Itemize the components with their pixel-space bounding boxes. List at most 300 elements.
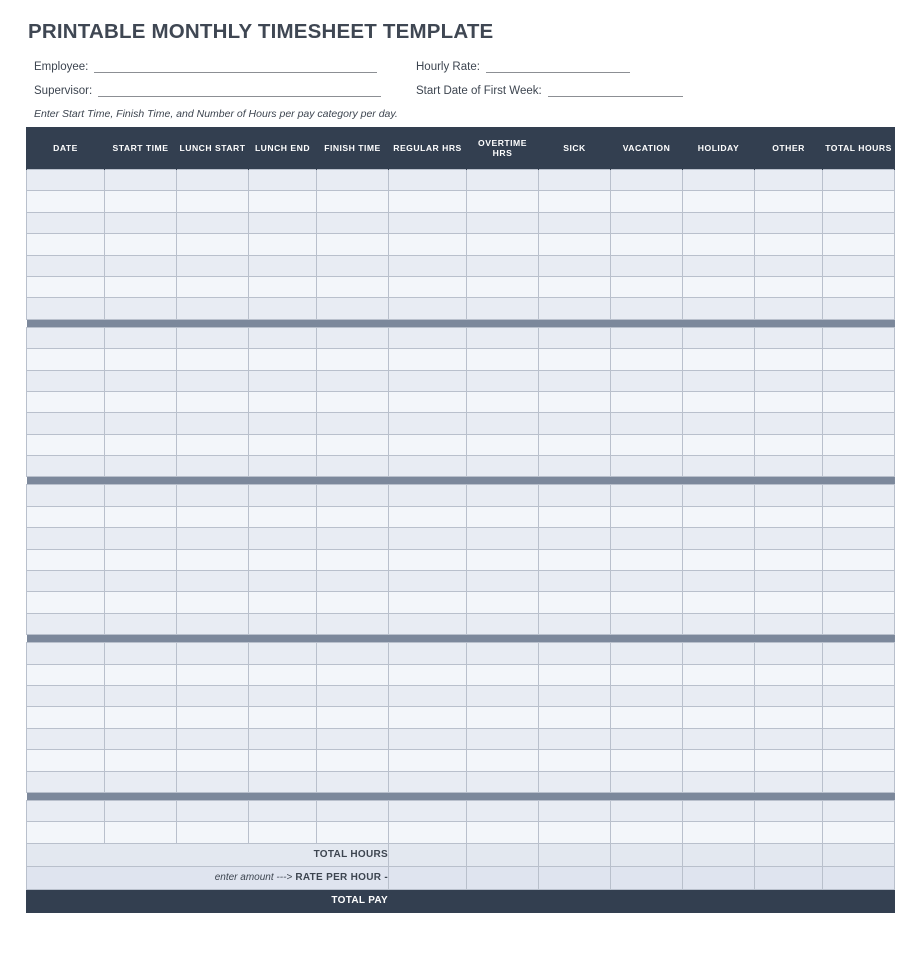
entry-cell[interactable] — [755, 571, 823, 592]
entry-cell[interactable] — [539, 413, 611, 434]
entry-cell[interactable] — [755, 549, 823, 570]
rate-holiday-cell[interactable] — [683, 866, 755, 889]
entry-cell[interactable] — [823, 728, 895, 749]
entry-cell[interactable] — [177, 349, 249, 370]
entry-cell[interactable] — [27, 456, 105, 477]
entry-cell[interactable] — [177, 643, 249, 664]
entry-cell[interactable] — [105, 327, 177, 348]
entry-cell[interactable] — [539, 212, 611, 233]
entry-cell[interactable] — [467, 771, 539, 792]
entry-cell[interactable] — [317, 771, 389, 792]
entry-cell[interactable] — [755, 506, 823, 527]
total-hours-total-cell[interactable] — [823, 843, 895, 866]
entry-cell[interactable] — [683, 571, 755, 592]
entry-cell[interactable] — [539, 506, 611, 527]
entry-cell[interactable] — [249, 327, 317, 348]
entry-cell[interactable] — [611, 391, 683, 412]
entry-cell[interactable] — [683, 234, 755, 255]
entry-cell[interactable] — [249, 506, 317, 527]
entry-cell[interactable] — [467, 750, 539, 771]
entry-cell[interactable] — [683, 391, 755, 412]
entry-cell[interactable] — [823, 685, 895, 706]
entry-cell[interactable] — [27, 728, 105, 749]
entry-cell[interactable] — [823, 255, 895, 276]
total-pay-vacation-cell[interactable] — [611, 889, 683, 912]
entry-cell[interactable] — [683, 643, 755, 664]
entry-cell[interactable] — [27, 234, 105, 255]
entry-cell[interactable] — [683, 685, 755, 706]
entry-cell[interactable] — [389, 191, 467, 212]
entry-cell[interactable] — [317, 506, 389, 527]
entry-cell[interactable] — [823, 391, 895, 412]
entry-cell[interactable] — [683, 613, 755, 634]
start-date-input[interactable] — [548, 84, 683, 97]
entry-cell[interactable] — [539, 298, 611, 319]
entry-cell[interactable] — [755, 750, 823, 771]
entry-cell[interactable] — [249, 391, 317, 412]
entry-cell[interactable] — [823, 349, 895, 370]
entry-cell[interactable] — [539, 255, 611, 276]
entry-cell[interactable] — [389, 750, 467, 771]
entry-cell[interactable] — [105, 506, 177, 527]
entry-cell[interactable] — [105, 771, 177, 792]
entry-cell[interactable] — [317, 571, 389, 592]
entry-cell[interactable] — [177, 298, 249, 319]
entry-cell[interactable] — [105, 391, 177, 412]
entry-cell[interactable] — [823, 212, 895, 233]
entry-cell[interactable] — [467, 728, 539, 749]
entry-cell[interactable] — [27, 750, 105, 771]
entry-cell[interactable] — [249, 528, 317, 549]
entry-cell[interactable] — [27, 506, 105, 527]
entry-cell[interactable] — [539, 349, 611, 370]
entry-cell[interactable] — [611, 707, 683, 728]
entry-cell[interactable] — [611, 592, 683, 613]
entry-cell[interactable] — [249, 800, 317, 821]
entry-cell[interactable] — [755, 664, 823, 685]
entry-cell[interactable] — [611, 234, 683, 255]
entry-cell[interactable] — [683, 255, 755, 276]
entry-cell[interactable] — [105, 800, 177, 821]
entry-cell[interactable] — [683, 276, 755, 297]
total-pay-overtime-cell[interactable] — [467, 889, 539, 912]
entry-cell[interactable] — [317, 528, 389, 549]
entry-cell[interactable] — [27, 170, 105, 191]
entry-cell[interactable] — [27, 349, 105, 370]
entry-cell[interactable] — [823, 370, 895, 391]
entry-cell[interactable] — [467, 391, 539, 412]
entry-cell[interactable] — [539, 549, 611, 570]
total-pay-holiday-cell[interactable] — [683, 889, 755, 912]
entry-cell[interactable] — [249, 664, 317, 685]
entry-cell[interactable] — [389, 212, 467, 233]
entry-cell[interactable] — [317, 327, 389, 348]
entry-cell[interactable] — [539, 528, 611, 549]
entry-cell[interactable] — [177, 506, 249, 527]
entry-cell[interactable] — [389, 613, 467, 634]
entry-cell[interactable] — [539, 571, 611, 592]
entry-cell[interactable] — [105, 298, 177, 319]
entry-cell[interactable] — [105, 212, 177, 233]
entry-cell[interactable] — [27, 212, 105, 233]
entry-cell[interactable] — [683, 298, 755, 319]
entry-cell[interactable] — [177, 234, 249, 255]
entry-cell[interactable] — [755, 822, 823, 843]
entry-cell[interactable] — [389, 234, 467, 255]
entry-cell[interactable] — [823, 822, 895, 843]
entry-cell[interactable] — [27, 434, 105, 455]
supervisor-input[interactable] — [98, 84, 381, 97]
entry-cell[interactable] — [467, 822, 539, 843]
entry-cell[interactable] — [683, 327, 755, 348]
entry-cell[interactable] — [177, 276, 249, 297]
entry-cell[interactable] — [539, 485, 611, 506]
entry-cell[interactable] — [105, 413, 177, 434]
entry-cell[interactable] — [823, 327, 895, 348]
entry-cell[interactable] — [249, 613, 317, 634]
entry-cell[interactable] — [389, 434, 467, 455]
entry-cell[interactable] — [539, 327, 611, 348]
entry-cell[interactable] — [177, 434, 249, 455]
entry-cell[interactable] — [389, 643, 467, 664]
entry-cell[interactable] — [389, 327, 467, 348]
entry-cell[interactable] — [389, 822, 467, 843]
entry-cell[interactable] — [467, 613, 539, 634]
entry-cell[interactable] — [467, 434, 539, 455]
entry-cell[interactable] — [683, 750, 755, 771]
entry-cell[interactable] — [389, 800, 467, 821]
entry-cell[interactable] — [539, 370, 611, 391]
entry-cell[interactable] — [467, 485, 539, 506]
entry-cell[interactable] — [317, 413, 389, 434]
rate-overtime-cell[interactable] — [467, 866, 539, 889]
total-hours-other-cell[interactable] — [755, 843, 823, 866]
entry-cell[interactable] — [611, 456, 683, 477]
entry-cell[interactable] — [611, 771, 683, 792]
entry-cell[interactable] — [249, 191, 317, 212]
entry-cell[interactable] — [755, 413, 823, 434]
entry-cell[interactable] — [755, 800, 823, 821]
entry-cell[interactable] — [683, 191, 755, 212]
entry-cell[interactable] — [317, 276, 389, 297]
entry-cell[interactable] — [755, 349, 823, 370]
entry-cell[interactable] — [27, 707, 105, 728]
entry-cell[interactable] — [27, 592, 105, 613]
entry-cell[interactable] — [467, 643, 539, 664]
entry-cell[interactable] — [249, 434, 317, 455]
entry-cell[interactable] — [823, 549, 895, 570]
entry-cell[interactable] — [755, 327, 823, 348]
entry-cell[interactable] — [27, 191, 105, 212]
total-pay-regular-cell[interactable] — [389, 889, 467, 912]
entry-cell[interactable] — [317, 728, 389, 749]
entry-cell[interactable] — [249, 549, 317, 570]
entry-cell[interactable] — [467, 191, 539, 212]
total-pay-total-cell[interactable] — [823, 889, 895, 912]
entry-cell[interactable] — [755, 707, 823, 728]
entry-cell[interactable] — [317, 685, 389, 706]
entry-cell[interactable] — [467, 234, 539, 255]
rate-vacation-cell[interactable] — [611, 866, 683, 889]
entry-cell[interactable] — [177, 456, 249, 477]
entry-cell[interactable] — [27, 685, 105, 706]
entry-cell[interactable] — [755, 528, 823, 549]
entry-cell[interactable] — [177, 613, 249, 634]
entry-cell[interactable] — [539, 434, 611, 455]
entry-cell[interactable] — [317, 255, 389, 276]
entry-cell[interactable] — [611, 685, 683, 706]
entry-cell[interactable] — [249, 349, 317, 370]
entry-cell[interactable] — [467, 170, 539, 191]
entry-cell[interactable] — [611, 750, 683, 771]
entry-cell[interactable] — [611, 549, 683, 570]
entry-cell[interactable] — [177, 800, 249, 821]
entry-cell[interactable] — [755, 234, 823, 255]
entry-cell[interactable] — [27, 822, 105, 843]
entry-cell[interactable] — [467, 528, 539, 549]
entry-cell[interactable] — [467, 664, 539, 685]
entry-cell[interactable] — [249, 370, 317, 391]
entry-cell[interactable] — [177, 255, 249, 276]
entry-cell[interactable] — [611, 327, 683, 348]
entry-cell[interactable] — [539, 771, 611, 792]
entry-cell[interactable] — [467, 298, 539, 319]
entry-cell[interactable] — [823, 643, 895, 664]
entry-cell[interactable] — [539, 664, 611, 685]
entry-cell[interactable] — [755, 685, 823, 706]
entry-cell[interactable] — [467, 255, 539, 276]
entry-cell[interactable] — [755, 434, 823, 455]
entry-cell[interactable] — [539, 750, 611, 771]
entry-cell[interactable] — [317, 456, 389, 477]
entry-cell[interactable] — [389, 685, 467, 706]
entry-cell[interactable] — [105, 685, 177, 706]
entry-cell[interactable] — [105, 255, 177, 276]
entry-cell[interactable] — [823, 664, 895, 685]
entry-cell[interactable] — [105, 234, 177, 255]
entry-cell[interactable] — [249, 170, 317, 191]
employee-input[interactable] — [94, 60, 377, 73]
entry-cell[interactable] — [317, 391, 389, 412]
entry-cell[interactable] — [389, 506, 467, 527]
entry-cell[interactable] — [539, 613, 611, 634]
entry-cell[interactable] — [249, 456, 317, 477]
entry-cell[interactable] — [683, 592, 755, 613]
entry-cell[interactable] — [467, 349, 539, 370]
entry-cell[interactable] — [27, 643, 105, 664]
entry-cell[interactable] — [389, 391, 467, 412]
entry-cell[interactable] — [755, 728, 823, 749]
entry-cell[interactable] — [105, 485, 177, 506]
entry-cell[interactable] — [683, 434, 755, 455]
entry-cell[interactable] — [823, 571, 895, 592]
entry-cell[interactable] — [611, 528, 683, 549]
entry-cell[interactable] — [249, 685, 317, 706]
entry-cell[interactable] — [27, 800, 105, 821]
entry-cell[interactable] — [27, 370, 105, 391]
entry-cell[interactable] — [249, 571, 317, 592]
entry-cell[interactable] — [105, 728, 177, 749]
total-hours-sick-cell[interactable] — [539, 843, 611, 866]
entry-cell[interactable] — [823, 592, 895, 613]
entry-cell[interactable] — [539, 685, 611, 706]
entry-cell[interactable] — [27, 771, 105, 792]
entry-cell[interactable] — [823, 298, 895, 319]
entry-cell[interactable] — [611, 506, 683, 527]
entry-cell[interactable] — [27, 571, 105, 592]
entry-cell[interactable] — [177, 728, 249, 749]
entry-cell[interactable] — [317, 349, 389, 370]
entry-cell[interactable] — [249, 771, 317, 792]
entry-cell[interactable] — [823, 528, 895, 549]
entry-cell[interactable] — [249, 728, 317, 749]
entry-cell[interactable] — [27, 255, 105, 276]
entry-cell[interactable] — [317, 800, 389, 821]
entry-cell[interactable] — [683, 506, 755, 527]
entry-cell[interactable] — [823, 750, 895, 771]
entry-cell[interactable] — [177, 822, 249, 843]
entry-cell[interactable] — [27, 528, 105, 549]
entry-cell[interactable] — [389, 298, 467, 319]
entry-cell[interactable] — [467, 685, 539, 706]
entry-cell[interactable] — [317, 370, 389, 391]
entry-cell[interactable] — [389, 485, 467, 506]
entry-cell[interactable] — [249, 822, 317, 843]
entry-cell[interactable] — [317, 750, 389, 771]
entry-cell[interactable] — [823, 276, 895, 297]
entry-cell[interactable] — [317, 485, 389, 506]
entry-cell[interactable] — [823, 413, 895, 434]
entry-cell[interactable] — [317, 170, 389, 191]
entry-cell[interactable] — [105, 276, 177, 297]
entry-cell[interactable] — [823, 800, 895, 821]
entry-cell[interactable] — [105, 664, 177, 685]
entry-cell[interactable] — [177, 685, 249, 706]
entry-cell[interactable] — [611, 349, 683, 370]
total-pay-other-cell[interactable] — [755, 889, 823, 912]
entry-cell[interactable] — [467, 549, 539, 570]
entry-cell[interactable] — [611, 170, 683, 191]
entry-cell[interactable] — [249, 276, 317, 297]
entry-cell[interactable] — [389, 413, 467, 434]
entry-cell[interactable] — [823, 613, 895, 634]
entry-cell[interactable] — [755, 485, 823, 506]
rate-sick-cell[interactable] — [539, 866, 611, 889]
entry-cell[interactable] — [27, 276, 105, 297]
entry-cell[interactable] — [755, 191, 823, 212]
entry-cell[interactable] — [611, 191, 683, 212]
entry-cell[interactable] — [823, 170, 895, 191]
entry-cell[interactable] — [683, 485, 755, 506]
entry-cell[interactable] — [611, 613, 683, 634]
entry-cell[interactable] — [539, 170, 611, 191]
entry-cell[interactable] — [823, 506, 895, 527]
entry-cell[interactable] — [823, 707, 895, 728]
entry-cell[interactable] — [755, 170, 823, 191]
entry-cell[interactable] — [249, 643, 317, 664]
entry-cell[interactable] — [389, 255, 467, 276]
entry-cell[interactable] — [683, 170, 755, 191]
entry-cell[interactable] — [105, 434, 177, 455]
entry-cell[interactable] — [27, 298, 105, 319]
entry-cell[interactable] — [683, 771, 755, 792]
entry-cell[interactable] — [105, 549, 177, 570]
entry-cell[interactable] — [467, 506, 539, 527]
entry-cell[interactable] — [27, 327, 105, 348]
entry-cell[interactable] — [683, 707, 755, 728]
entry-cell[interactable] — [539, 728, 611, 749]
entry-cell[interactable] — [317, 434, 389, 455]
entry-cell[interactable] — [755, 276, 823, 297]
entry-cell[interactable] — [177, 592, 249, 613]
entry-cell[interactable] — [317, 191, 389, 212]
entry-cell[interactable] — [755, 456, 823, 477]
entry-cell[interactable] — [755, 613, 823, 634]
entry-cell[interactable] — [317, 212, 389, 233]
entry-cell[interactable] — [467, 800, 539, 821]
entry-cell[interactable] — [317, 707, 389, 728]
entry-cell[interactable] — [389, 549, 467, 570]
total-hours-vacation-cell[interactable] — [611, 843, 683, 866]
hourly-rate-input[interactable] — [486, 60, 630, 73]
entry-cell[interactable] — [177, 771, 249, 792]
entry-cell[interactable] — [467, 327, 539, 348]
entry-cell[interactable] — [249, 255, 317, 276]
entry-cell[interactable] — [467, 456, 539, 477]
entry-cell[interactable] — [389, 456, 467, 477]
entry-cell[interactable] — [755, 255, 823, 276]
entry-cell[interactable] — [539, 456, 611, 477]
entry-cell[interactable] — [683, 212, 755, 233]
entry-cell[interactable] — [823, 456, 895, 477]
entry-cell[interactable] — [27, 391, 105, 412]
entry-cell[interactable] — [611, 276, 683, 297]
entry-cell[interactable] — [611, 413, 683, 434]
entry-cell[interactable] — [611, 822, 683, 843]
entry-cell[interactable] — [105, 349, 177, 370]
rate-regular-cell[interactable] — [389, 866, 467, 889]
entry-cell[interactable] — [611, 298, 683, 319]
entry-cell[interactable] — [177, 485, 249, 506]
entry-cell[interactable] — [467, 707, 539, 728]
entry-cell[interactable] — [177, 391, 249, 412]
entry-cell[interactable] — [105, 822, 177, 843]
entry-cell[interactable] — [611, 485, 683, 506]
entry-cell[interactable] — [755, 771, 823, 792]
entry-cell[interactable] — [683, 728, 755, 749]
entry-cell[interactable] — [177, 370, 249, 391]
entry-cell[interactable] — [389, 571, 467, 592]
entry-cell[interactable] — [389, 349, 467, 370]
entry-cell[interactable] — [755, 643, 823, 664]
entry-cell[interactable] — [317, 643, 389, 664]
entry-cell[interactable] — [177, 528, 249, 549]
entry-cell[interactable] — [467, 276, 539, 297]
entry-cell[interactable] — [755, 592, 823, 613]
total-hours-overtime-cell[interactable] — [467, 843, 539, 866]
entry-cell[interactable] — [317, 613, 389, 634]
entry-cell[interactable] — [105, 370, 177, 391]
entry-cell[interactable] — [467, 571, 539, 592]
entry-cell[interactable] — [27, 413, 105, 434]
entry-cell[interactable] — [105, 170, 177, 191]
entry-cell[interactable] — [611, 643, 683, 664]
entry-cell[interactable] — [683, 549, 755, 570]
entry-cell[interactable] — [105, 750, 177, 771]
entry-cell[interactable] — [105, 592, 177, 613]
entry-cell[interactable] — [611, 571, 683, 592]
entry-cell[interactable] — [611, 370, 683, 391]
